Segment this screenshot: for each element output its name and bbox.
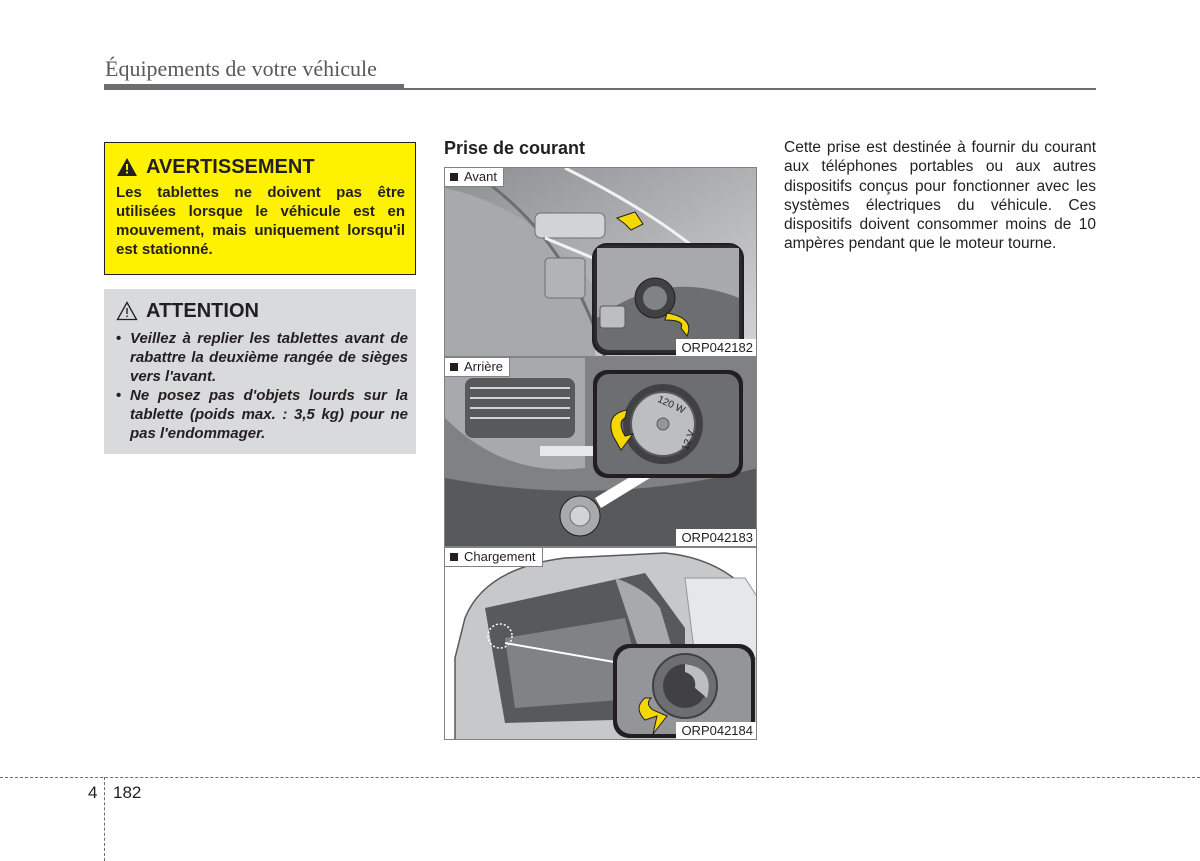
attention-item: • Veillez à replier les tablettes avant de rabattre la deuxième rangée de sièges vers l'avant.	[116, 329, 408, 386]
figure-cargo-tag	[445, 548, 543, 567]
figure-front-tag	[445, 168, 504, 187]
attention-list	[116, 329, 408, 443]
figure-cargo-label: Chargement	[464, 549, 536, 564]
footer-divider	[104, 777, 105, 861]
cargo-area-illustration	[445, 548, 757, 740]
warning-box	[104, 142, 416, 275]
figure-rear-code: ORP042183	[676, 529, 756, 546]
warning-heading	[116, 155, 405, 179]
section-heading: Prise de courant	[444, 138, 586, 158]
figure-front-code: ORP042182	[676, 339, 756, 356]
rear-socket-illustration	[445, 358, 757, 547]
figure-cargo-code: ORP042184	[676, 722, 756, 739]
socket-mark-voltage: 12 V	[680, 428, 698, 452]
figure-front	[444, 167, 757, 357]
chapter-number: 4	[88, 783, 98, 802]
header-rule-thick	[104, 84, 404, 90]
figure-rear-label: Arrière	[464, 359, 504, 374]
header-rule-thin	[404, 88, 1096, 90]
caution-triangle-icon	[116, 301, 138, 321]
warning-triangle-icon	[116, 157, 138, 177]
figure-cargo	[444, 547, 757, 740]
socket-mark-power: 120 W	[655, 394, 687, 417]
header-title: Équipements de votre véhicule	[105, 56, 377, 81]
page-number: 182	[113, 783, 142, 802]
figure-front-label: Avant	[464, 169, 498, 184]
warning-title: AVERTISSEMENT	[146, 156, 315, 178]
attention-title: ATTENTION	[146, 300, 259, 322]
figure-rear-tag	[445, 358, 510, 377]
figure-rear	[444, 357, 757, 547]
attention-item: • Ne posez pas d'objets lourds sur la tablette (poids max. : 3,5 kg) pour ne pas l'endommager.	[116, 386, 408, 443]
warning-text: Les tablettes ne doivent pas être utilisées lorsque le véhicule est en mouvement, mais uniquement lorsqu'il est stationné.	[116, 184, 405, 258]
attention-box	[104, 289, 416, 454]
attention-heading	[116, 299, 408, 323]
front-console-illustration	[445, 168, 757, 357]
body-paragraph: Cette prise est destinée à fournir du courant aux téléphones portables ou aux autres dispositifs conçus pour fonctionner avec les systèmes électriques du véhicule. Ces dispositifs doivent consommer moins de 10 ampères pendant que le moteur tourne.	[784, 139, 1096, 253]
footer-rule	[0, 777, 1200, 778]
